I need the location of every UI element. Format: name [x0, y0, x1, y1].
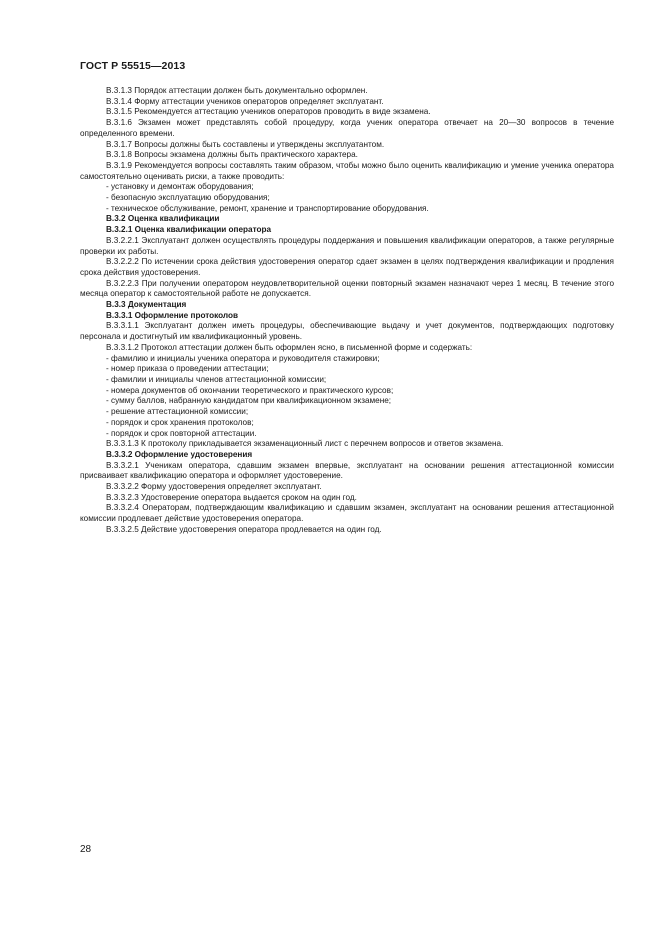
paragraph: В.3.1.9 Рекомендуется вопросы составлять таким образом, чтобы можно было оценить квалификацию и умение ученика оператора самостоятельно оценивать риски, а также проводить:	[80, 160, 614, 181]
section-heading: В.3.3 Документация	[106, 300, 187, 310]
section-heading: В.3.2 Оценка квалификации	[106, 214, 220, 224]
paragraph: В.3.2.2.2 По истечении срока действия удостоверения оператор сдает экзамен в целях подтверждения квалификации и продления срока действия удостоверения.	[80, 257, 614, 277]
page-number: 28	[80, 844, 92, 855]
paragraph: В.3.3.1.2 Протокол аттестации должен быть оформлен ясно, в письменной форме и содержать:	[106, 342, 473, 352]
list-item: - решение аттестационной комиссии;	[106, 407, 249, 417]
paragraph: В.3.1.7 Вопросы должны быть составлены и утверждены эксплуатантом.	[106, 139, 385, 149]
list-item: - техническое обслуживание, ремонт, хранение и транспортирование оборудования.	[106, 203, 429, 213]
document-body	[80, 86, 614, 536]
section-heading: В.3.3.2 Оформление удостоверения	[106, 449, 253, 459]
list-item: - фамилии и инициалы членов аттестационной комиссии;	[106, 374, 327, 384]
paragraph: В.3.1.4 Форму аттестации учеников операторов определяет эксплуатант.	[106, 96, 384, 106]
list-item: - номер приказа о проведении аттестации;	[106, 364, 269, 374]
paragraph: В.3.3.2.1 Ученикам оператора, сдавшим экзамен впервые, эксплуатант на основании решения аттестационной комиссии присваивает квалификацию оператора и оформляет удостоверение.	[80, 460, 614, 481]
list-item: - фамилию и инициалы ученика оператора и руководителя стажировки;	[106, 353, 380, 363]
paragraph: В.3.2.2.1 Эксплуатант должен осуществлять процедуры поддержания и повышения квалификации операторов, а также регулярные проверки их работы.	[80, 235, 614, 256]
paragraph: В.3.3.2.4 Операторам, подтверждающим квалификацию и сдавшим экзамен, эксплуатант на основании решения аттестационной комиссии продлевает действие удостоверения оператора.	[80, 503, 614, 524]
paragraph: В.3.2.2.3 При получении оператором неудовлетворительной оценки повторный экзамен назначают через 1 месяц. В течение этого месяца оператор к самостоятельной работе не допускается.	[80, 278, 614, 299]
section-heading: В.3.3.1 Оформление протоколов	[106, 310, 239, 320]
document-header: ГОСТ Р 55515—2013	[80, 60, 186, 72]
paragraph: В.3.3.2.5 Действие удостоверения оператора продлевается на один год.	[106, 524, 382, 534]
paragraph: В.3.1.3 Порядок аттестации должен быть документально оформлен.	[106, 86, 368, 95]
list-item: - порядок и срок хранения протоколов;	[106, 417, 254, 427]
list-item: - установку и демонтаж оборудования;	[106, 182, 254, 192]
paragraph: В.3.1.5 Рекомендуется аттестацию учеников операторов проводить в виде экзамена.	[106, 107, 431, 117]
paragraph: В.3.3.1.3 К протоколу прикладывается экзаменационный лист с перечнем вопросов и ответов экзамена.	[106, 439, 504, 449]
paragraph: В.3.1.8 Вопросы экзамена должны быть практического характера.	[106, 150, 358, 160]
paragraph: В.3.3.2.2 Форму удостоверения определяет эксплуатант.	[106, 482, 322, 492]
list-item: - номера документов об окончании теоретического и практического курсов;	[106, 385, 394, 395]
paragraph: В.3.3.2.3 Удостоверение оператора выдается сроком на один год.	[106, 492, 357, 502]
list-item: - безопасную эксплуатацию оборудования;	[106, 193, 270, 203]
paragraph: В.3.3.1.1 Эксплуатант должен иметь процедуры, обеспечивающие выдачу и учет документов, подтверждающих подготовку персонала и достигнутый им квалификационный уровень.	[80, 321, 614, 342]
paragraph: В.3.1.6 Экзамен может представлять собой процедуру, когда ученик оператора отвечает на 20—30 вопросов в течение определенного времени.	[80, 118, 614, 138]
section-heading: В.3.2.1 Оценка квалификации оператора	[106, 225, 272, 235]
list-item: - сумму баллов, набранную кандидатом при квалификационном экзамене;	[106, 396, 392, 406]
list-item: - порядок и срок повторной аттестации.	[106, 428, 257, 438]
